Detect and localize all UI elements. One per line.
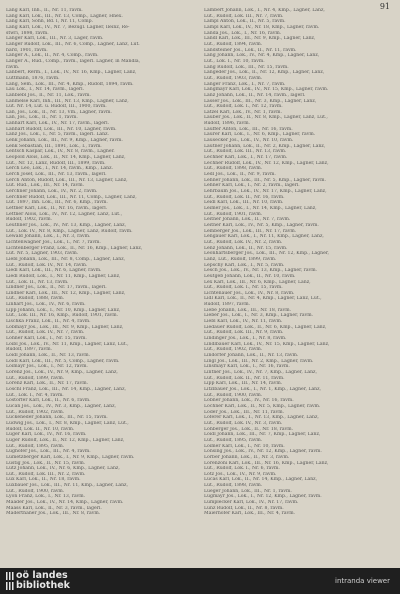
- directory-entry: Loidl Karl, Lok., III., Nr. 5, Comp., Lagner, ravm.: [6, 358, 120, 364]
- directory-entry: Lucas Karl, Lok., II., Nr. 14, Kmp., Lagner, Lanz,: [204, 477, 318, 483]
- directory-entry: Lerch Josef, Lok., III., Nr. 13, ravm., lagerl.: [6, 172, 107, 178]
- directory-entry: Lerchner Johann, Lok., IV., Nr. 2, ravm.: [6, 189, 98, 194]
- directory-entry: Liedauer Rudolf, Lok., II., Nr. 6, Kmp., Lagner, Lanz,: [204, 324, 327, 330]
- directory-entry: Langer A., Lok., II., Nr. 4, Comp., ravm.: [6, 53, 99, 59]
- directory-entry: Lyon Franz, Lok., I., Nr. 13, ravm.: [6, 494, 86, 500]
- directory-entry: Loder Jos., Lok., III., Nr. 11, ravm.: [204, 409, 285, 415]
- directory-entry: Lut., Rudolf, Lok. IV., Nr. 7, ravm.: [6, 330, 85, 336]
- directory-entry: Lanz, Lut., Rudolf, 1899, ravm.: [204, 256, 277, 262]
- directory-entry: Leidl Karl, Lok., III., Nr. 10, ravm.: [204, 200, 284, 206]
- directory-entry: Lindinger Jos., Lok., I., Nr. 8, ravm.: [204, 336, 287, 342]
- directory-entry: Lehner Karl, Lok., I., Nr. 2, ravm., lagerl.: [204, 183, 300, 189]
- directory-entry: Lemberger Jos., Lok., III., Nr. 17, ravm.: [204, 228, 297, 234]
- directory-entry: Lau Lok., I., Nr. 14, ravm., lagerl.: [6, 87, 85, 93]
- directory-entry: Lanz Johann, Lok., II., Nr. 14, ravm., lagerl.: [204, 92, 306, 98]
- directory-entry: Lughofer Jos., Lok., III., Nr. 4, ravm.: [6, 449, 91, 455]
- directory-entry: Lerch Leo, Lok., I., Nr. 14, ravm., Kmp., Lanz.: [6, 166, 113, 172]
- directory-entry: Maass Karl, Lok., II., Nr. 3, ravm., lagerl.: [6, 505, 102, 511]
- directory-entry: Lentsch Kaspar, Lok., IV., Nr. 8, ravm., Lagner.: [6, 149, 115, 155]
- directory-entry: Liebl Karl, Lok., IV., Nr. 11, ravm.: [204, 319, 283, 325]
- directory-entry: Lut., Rudolf, Lok. III., Nr. 9, ravm.: [204, 330, 284, 336]
- directory-entry: Loschl Franz, Lok., III., Nr. 14, Kmp., Lagner, Lanz,: [6, 386, 127, 392]
- directory-entry: Langer Franz, Lok., I., Nr. 7, ravm.: [204, 81, 286, 87]
- directory-entry: Lipp Johann, Lok., I., Nr. 10, Kmp., Lagner, Lanz,: [6, 307, 121, 313]
- directory-entry: Lichtenwagner Jos., Lok., I., Nr. 7, ravm.: [6, 239, 101, 245]
- directory-entry: Lang Karl, Lok., IV., Nr. 7, Bezugl. Lagner, Ileinz, Re-: [6, 24, 130, 30]
- viewer-label[interactable]: intranda viewer: [335, 577, 390, 585]
- directory-entry: Ledl Jos., Lok., II., Nr. 9, ravm.: [204, 172, 276, 178]
- directory-entry: Lehrbaum Jos., Lok., IV., Nr. 17, Kmp., Lagner, Lanz,: [204, 189, 327, 194]
- directory-entry: Lut., Rudolf, 1899, ravm.: [6, 375, 65, 381]
- directory-entry: Leutgeb Johann, Lok., II., Nr. 10, ravm.: [204, 273, 296, 279]
- directory-entry: Lut., Rudolf, 1895, ravm.: [204, 437, 263, 443]
- directory-entry: Lanbert, Rerm., I., Lok., IV., Nr. 16, Kmp., Lagner, Lanz,: [6, 70, 137, 76]
- directory-entry: Leitner Johann, Lok., II., Nr. 7, ravm.: [204, 217, 291, 223]
- directory-entry: Lasser Jos., Lok., III., Nr. 3, Kmp., Lagner, Lanz,: [204, 98, 317, 104]
- directory-entry: Rudolf, Lok. II., Nr. 10, ravm.: [6, 426, 75, 432]
- directory-entry: Lunz Rudolf, Lok., II., Nr. 8, ravm.: [204, 505, 284, 511]
- library-logo-icon: [6, 572, 14, 580]
- library-logo-bars-icon: [6, 582, 14, 590]
- directory-entry: Lut., Rudolf, 1903, ravm.: [204, 75, 263, 81]
- directory-entry: Lang Karl, Sohn, Bd. I, Nr. 11, Comp.: [6, 19, 94, 25]
- directory-entry: Lanbiebl Jos., II., Nr. 11, Lok., ravm.: [6, 92, 91, 98]
- directory-entry: Rudolf, 1897, ravm.: [204, 302, 251, 308]
- directory-entry: Lauffer Anton, Lok., III., Nr. 16, ravm.: [204, 126, 293, 132]
- directory-entry: Loferer Karl, Lok., I., Nr. 13, Kmp., Lagner, Lanz,: [204, 415, 319, 421]
- directory-entry: Lepschy Karl, Lok., I., Nr. 5, ravm.: [204, 262, 285, 268]
- directory-entry: Lenz Johann, Lok., II., Nr. 15, ravm.: [204, 245, 288, 251]
- directory-entry: Lucan Jos., Lok., IV., Nr. 3, Kmp., Lagner, Lanz,: [6, 403, 117, 409]
- directory-entry: Lut., Rudolf, Lok. I., Nr. 15, ravm.: [204, 285, 283, 291]
- directory-entry: Lerchner Rudolf, Lok., III., Nr. 11, Comp., Lagner, Lanz,: [6, 194, 137, 200]
- directory-entry: Lut., Rudolf, 1902, ravm.: [6, 409, 65, 415]
- directory-entry: Luger Rudolf, Lok., II., Nr. 12, Kmp., Lagner, Lanz,: [6, 437, 125, 443]
- directory-entry: Lampl Anton, Lok., II., Nr. 5, ravm.: [204, 19, 286, 25]
- directory-entry: Lohner Karl, Lok., I., Nr. 15, ravm.: [6, 336, 87, 342]
- directory-entry: Lut., Rudolf, Lok. IV., Nr. 3, ravm.: [204, 420, 283, 426]
- directory-entry: Lettner Karl, Lok., II., Nr. 16, ravm., lagerl.: [6, 205, 108, 211]
- logo-line-2: bibliothek: [16, 580, 70, 591]
- directory-entry: Liebl Johann, Lok., III., Nr. 8, Comp., Lagner, Lanz,: [6, 256, 126, 262]
- directory-entry: Lonsing Jos., Lok., IV., Nr. 12, Kmp., Lagner, ravm.: [204, 449, 322, 455]
- directory-entry: Lut., Lok. I., Nr. 10, ravm.: [204, 58, 265, 64]
- directory-entry: Landa Jos., Lok., I., Nr. 16, ravm.: [204, 30, 282, 36]
- directory-entry: Lausecker Jos., Lok., IV., Nr. 10, ravm.: [204, 138, 294, 144]
- directory-entry: Rudolf, 1896, ravm.: [204, 121, 251, 127]
- directory-entry: Lipp Karl, Lok., III., Nr. 14, ravm.: [204, 381, 283, 387]
- directory-entry: stwri, 1898, ravm.: [6, 30, 49, 36]
- directory-entry: Lang Karl, Inh., II., Nr. 11, ravm.: [6, 8, 83, 13]
- directory-entry: Leuthner Jos., Lok., IV., Nr. 13, Kmp., Lagner, Lanz,: [6, 222, 127, 228]
- directory-entry: Langmayr Karl, Lok., IV., Nr. 15, Kmp., Lagner, ravm.: [204, 87, 329, 93]
- directory-entry: Lischka Franz, Lok., II., Nr. 4, ravm.: [6, 319, 91, 325]
- directory-entry: Langeder Jos., Lok., II., Nr. 12, Kmp., Lagner, Lanz,: [204, 70, 325, 76]
- directory-entry: Luckeneder Johann, Lok., III., Nr. 15, ravm.: [6, 415, 108, 421]
- directory-entry: Maderthaner Jos., Lok., III., Nr. 8, ravm.: [6, 511, 101, 517]
- directory-entry: Lichtenauer Jos., Lok., IV., Nr. 8, ravm.: [204, 290, 295, 296]
- directory-entry: Liedl Rudolf, Lok., I., Nr. 11, Kmp., Lagner, Lanz,: [6, 273, 121, 279]
- directory-entry: Lehner Johann, Lok., III., Nr. 5, Kmp., Lagner, ravm.: [204, 177, 326, 183]
- directory-entry: Luxbauer Jos., Lok., III., Nr. 11, Kmp., Lagner, Lanz,: [6, 483, 128, 489]
- directory-entry: Lan, Jos., Lok., II., Nr. 13, Vm., Lagner, ravm.: [6, 109, 112, 115]
- directory-entry: Lenk Sebastian, III., 1891, Lok., I., ravm.: [6, 143, 102, 149]
- directory-entry: Lettner Alois, Lok., IV., Nr. 12, Lagner, Lanz, Lut.,: [6, 211, 123, 217]
- directory-entry: Lang Karl, Lok., III., Nr. 13, Comp., Lagner, Hnex.: [6, 13, 123, 19]
- directory-entry: Lorenz Karl, Lok., II., Nr. 17, ravm.: [6, 381, 89, 387]
- directory-entry: Lut., Rudolf, Lok. IV., Nr. 2, ravm.: [204, 239, 283, 245]
- directory-entry: Lut., Rudolf, 1895, ravm.: [6, 443, 65, 449]
- directory-entry: Lut. Nr. 14, Lut. u. Rudolf, III., 1900, ravm.: [6, 104, 107, 110]
- directory-entry: Lut., Rudolf, Lok. I., Nr. 6, ravm.: [204, 466, 280, 472]
- directory-entry: Linsmayr Karl, Lok., I., Nr. 16, ravm.: [204, 364, 290, 370]
- directory-entry: Loidl Johann, Lok., III., Nr. 7, Kmp., Lagner, Lanz,: [204, 432, 321, 438]
- directory-entry: Landl Karl, Lok., III., Nr. 9, Kmp., Lagner, Lanz,: [204, 36, 316, 42]
- directory-entry: Maader Jos., Lok., IV., Nr. 14, Kmp., Lagner, ravm.: [6, 500, 124, 506]
- directory-entry: Lambert Johann, Lok., I., Nr. 4, Kmp., Lagner, Lanz,: [204, 8, 325, 13]
- directory-entry: Rudolf, 1902, ravm.: [6, 217, 53, 223]
- page-number: 91: [379, 2, 390, 11]
- directory-entry: Lut. Rud., Lok., III., Nr. 14, ravm.: [6, 183, 85, 189]
- directory-entry: Lut., Rudolf, Lok. III., Nr. 7, ravm.: [204, 13, 284, 19]
- directory-entry: Lotz Jos., Lok., IV., Nr. 9, ravm.: [204, 471, 277, 477]
- directory-entry: Lindlbauer Karl, Lok., IV., Nr. 15, Kmp., Lagner, Lanz,: [204, 341, 330, 347]
- directory-entry: Maierhofer Karl, Lok., III., Nr. 4, ravm.: [204, 511, 296, 517]
- directory-entry: Langer Karl, Lok., III., Nr. 3, Lager, ravm.: [6, 36, 104, 42]
- directory-entry: Lanmelse Karl, Inh., III., Nr. 13, Kmp., Lagner, Lanz,: [6, 98, 129, 104]
- library-logo[interactable]: [6, 571, 70, 591]
- directory-entry: Lorenzoni Karl, Lok., III., Nr. 16, Kmp., Lagner, Lanz,: [204, 460, 329, 466]
- directory-entry: Lorber Johann, Lok., II., Nr. 3, ravm.: [204, 454, 290, 460]
- directory-entry: Loidl Johann, Lok., II., Nr. 13, ravm.: [6, 353, 91, 359]
- directory-entry: Lang, Sem., Lok., III., Nr. 4, Kmp., Rudolf, 1894, ravm.: [6, 81, 134, 87]
- directory-entry: Lut., Rudolf, Lok. I., Nr. 12, ravm.: [204, 104, 283, 110]
- directory-entry: Litzlbauer Jos., Lok., I., Nr. 1, Kmp., Lagner, Lanz,: [204, 386, 322, 392]
- directory-entry: Lidl Karl, Lok., II., Nr. 4, Kmp., Lagner, Lanz, Lut.,: [204, 296, 322, 302]
- directory-entry: Lut., Rudolf, Lok. III., Nr. 13, ravm.: [204, 149, 287, 155]
- directory-entry: Leitner Karl, Lok., IV., Nr. 5, Kmp., Lagner, ravm.: [204, 222, 319, 228]
- directory-entry: Lampl Karl, Lok., IV., Nr. 18, Kmp., Lagner, ravm.: [204, 24, 320, 30]
- directory-entry: Landsteiner Jos., Lok., II., Nr. 11, ravm.: [204, 47, 297, 53]
- directory-entry: Luttmann, 1876, ravm.: [6, 75, 60, 81]
- directory-entry: Lintner Jos., Lok., IV., Nr. 7, Kmp., Lagner, Lanz,: [204, 370, 317, 375]
- directory-entry: Lautner Johann, Lok., II., Nr. 2, Kmp., Lagner, Lanz,: [204, 143, 326, 149]
- directory-entry: Lichtenberger Franz, Lok., II., Nr. 16, Kmp., Lagner, Lanz,: [6, 245, 143, 251]
- directory-entry: Luger Karl, Lok., IV., Nr. 16, ravm.: [6, 432, 87, 438]
- logo-line-1: oö landes: [16, 570, 68, 581]
- directory-entry: Lesch Jos., Lok., IV., Nr. 13, Kmp., Lagner, ravm.: [204, 268, 318, 274]
- directory-entry: Lut., Rudolf, 1902, ravm.: [204, 347, 263, 353]
- directory-entry: Lut., Nr. 12, Lanz, Rudolf, III., 1899, ravm.: [6, 160, 106, 166]
- directory-entry: Lueger Johann, Lok., III., Nr. 1, ravm.: [204, 488, 292, 494]
- viewer-footer: [0, 568, 400, 594]
- directory-entry: Laurer Karl, Lok., I., Nr. 6, Kmp., Lagner, ravm.: [204, 132, 316, 138]
- left-column: [6, 8, 194, 517]
- right-column: [204, 8, 392, 517]
- directory-entry: Lechner Karl, Lok., I., Nr. 17, ravm.: [204, 155, 288, 161]
- directory-entry: Lut., Rudolf, 1898, ravm.: [204, 166, 263, 172]
- directory-entry: Liebe Johann, Lok., III., Nr. 18, ravm.: [204, 307, 292, 313]
- directory-entry: Leonhartsberger Jos., Lok., III., Nr. 12, Kmp., Lagner,: [204, 251, 329, 257]
- directory-entry: Lingl Jos., Lok., III., Nr. 2, Kmp., Lagner, ravm.: [204, 358, 314, 364]
- directory-entry: Leimer Jos., Lok., I., Nr. 14, Kmp., Lagner, Lanz,: [204, 205, 317, 211]
- directory-entry: Langer A., Rud., Comp., ravm., lagerl. Lagner, in Mandla,: [6, 58, 141, 64]
- directory-entry: Lindorfer Johann, Lok., II., Nr. 13, ravm.: [204, 353, 299, 359]
- directory-entry: Loimayr Jos., Lok., I., Nr. 12, ravm.: [6, 364, 88, 370]
- directory-entry: Lengauer Karl, Lok., I., Nr. 11, Kmp., Lagner, Lanz,: [204, 234, 324, 240]
- directory-entry: Lieber Jos., Lok., I., Nr. 3, Kmp., Lagner, ravm.: [204, 313, 314, 319]
- directory-entry: Lut., Rudolf, 1898, ravm.: [204, 483, 263, 489]
- directory-entry: Linhart Jos., Lok., IV., Nr. 6, ravm.: [6, 302, 86, 308]
- directory-entry: Lut., Lok. I., Nr. 4, ravm.: [6, 392, 64, 398]
- directory-entry: ravm.: [6, 64, 20, 70]
- directory-entry: Lorenz Jos., Lok., IV., Nr. 9, Kmp., Lagner, Lanz,: [6, 370, 118, 375]
- directory-entry: Lut., Rudolf, 1901, ravm.: [204, 211, 263, 217]
- directory-entry: Lerch Anton, Rudolf, Lok., III., Nr. 13, Lagner, Lanz,: [6, 177, 128, 183]
- directory-entry: Lobner Johann, Lok., IV., Nr. 16, ravm.: [204, 398, 294, 404]
- directory-entry: Lut. Nr. 5, Lagner, 1903, ravm.: [6, 251, 79, 257]
- directory-entry: Lugmayr Jos., Lok., I., Nr. 12, Kmp., Lagner, ravm.: [204, 494, 322, 500]
- directory-entry: Rudolf, 1897, ravm.: [6, 347, 53, 353]
- directory-entry: Latzel Karl, Lok., IV., Nr. 1, ravm.: [204, 109, 282, 115]
- directory-entry: Lauber Jos., Lok., II., Nr. 8, Kmp., Lagner, Lanz, Lut.,: [204, 115, 328, 121]
- directory-entry: Lang Rudolf, Lok., III., Nr. 15, ravm.: [204, 64, 289, 70]
- directory-entry: Ludwig Jos., Lok., I., Nr. 8, Kmp., Lagner, Lanz, Lut.,: [6, 420, 129, 426]
- directory-entry: Loimer Karl, Lok., I., Nr. 10, ravm.: [204, 443, 285, 449]
- directory-entry: Lut., Rudolf, Lok. III., Nr. 2, ravm.: [6, 471, 86, 477]
- directory-entry: Lut., Rudolf, 1900, ravm.: [204, 392, 263, 398]
- directory-entry: Langer Rudolf, Lok., III., Nr. 6, Comp., Lagner, Lanz, Lut.: [6, 41, 140, 47]
- directory-entry: Lobmayr Jos., Lok., III., Nr. 9, Kmp., Lagner, Lanz,: [6, 324, 124, 330]
- directory-entry: Lut., Rudolf, 1888, ravm.: [6, 296, 65, 302]
- directory-entry: Lut., Lok. II., Nr. 13, ravm.: [6, 279, 69, 285]
- directory-entry: Lut. 1897, Inh. Lok., III., Nr. 6, Kmp., ravm.: [6, 200, 108, 206]
- directory-entry: Lechner Rudolf, Lok., IV., Nr. 12, Kmp., Lagner, Lanz,: [204, 160, 329, 166]
- directory-entry: Lut., Rudolf, 1894, ravm.: [204, 41, 263, 47]
- directory-entry: Lex Karl, Lok., III., Nr. 6, Kmp., Lagner, Lanz,: [204, 279, 311, 285]
- directory-entry: Lewald Johann, Lok., I., Nr. 3, ravm.: [6, 234, 91, 240]
- directory-entry: Lenk Johann, Lok., III., Nr. 9, Kmp., Lagner, ravm.: [6, 138, 123, 144]
- directory-entry: Lanhart Karl, Lok., IV., Nr. 17, ravm., lagerl.: [6, 121, 110, 127]
- directory-entry: Lochner Karl, Lok., II., Nr. 5, Kmp., Lagner, ravm.: [204, 403, 321, 409]
- directory-entry: Lindner Karl, Lok., III., Nr. 12, Kmp., Lagner, Lanz,: [6, 290, 126, 296]
- directory-entry: hard, 1901, ravm.: [6, 47, 48, 53]
- directory-entry: Lang Johann, Lok., IV., Nr. 4, Kmp., Lagner, Lanz,: [204, 53, 320, 59]
- directory-entry: Lux Karl, Lok., II., Nr. 18, ravm.: [6, 477, 81, 483]
- directory-entry: Lanhart Rudolf, Lok., III., Nr. 10, Lagner, ravm.: [6, 126, 117, 132]
- directory-entry: Leopold Alois, Lok., II., Nr. 14, Kmp., Lagner, Lanz,: [6, 155, 126, 161]
- directory-entry: Loibl Jos., Lok., IV., Nr. 11, Kmp., Lagner, Lanz, Lut.,: [6, 341, 129, 347]
- directory-entry: Lindner Jos., Lok., II., Nr. 17, ravm., lagerl.: [6, 285, 107, 291]
- directory-entry: Lohberger Jos., Lok., II., Nr. 18, ravm.: [204, 426, 294, 432]
- directory-entry: Lutz Johann, Lok., IV., Nr. 6, Kmp., Lagner, Lanz,: [6, 466, 120, 472]
- directory-entry: Lumplecker Karl, Lok., IV., Nr. 17, ravm.: [204, 500, 299, 506]
- directory-entry: Lut., Rudolf, Lok. IV., Nr. 14, ravm.: [6, 262, 88, 268]
- directory-entry: Lut., Lok. III., Nr. 16, Kmp., Rudolf, 1901, ravm.: [6, 313, 119, 319]
- directory-entry: Lut., Rudolf, 1900, ravm.: [6, 488, 65, 494]
- directory-entry: Lut., Rudolf, Lok. II., Nr. 11, ravm.: [204, 375, 285, 381]
- directory-entry: Lumetzberger Karl, Lok., I., Nr. 9, Kmp., Lagner, ravm.: [6, 454, 135, 460]
- directory-entry: Lut., Lok. IV., Nr. 8, Kmp., Lagner, Lanz, Rudolf, ravm.: [6, 228, 133, 234]
- directory-entry: Lut., Rudolf, Lok. II., Nr. 16, ravm.: [204, 194, 285, 200]
- directory-entry: Liedl Karl, Lok., III., Nr. 6, Lagner, ravm.: [6, 268, 102, 274]
- directory-entry: Lustig Jos., Lok., II., Nr. 15, ravm.: [6, 460, 86, 466]
- directory-entry: Lanz Jos., Lok., I., Nr. 5, ravm., lagerl. Lanz.: [6, 132, 109, 138]
- directory-entry: Lan, Jos., Lok., II., Nr. 1, ravm.: [6, 115, 78, 121]
- directory-entry: Lostorfer Karl, Lok., II., Nr. 6, ravm.: [6, 398, 91, 404]
